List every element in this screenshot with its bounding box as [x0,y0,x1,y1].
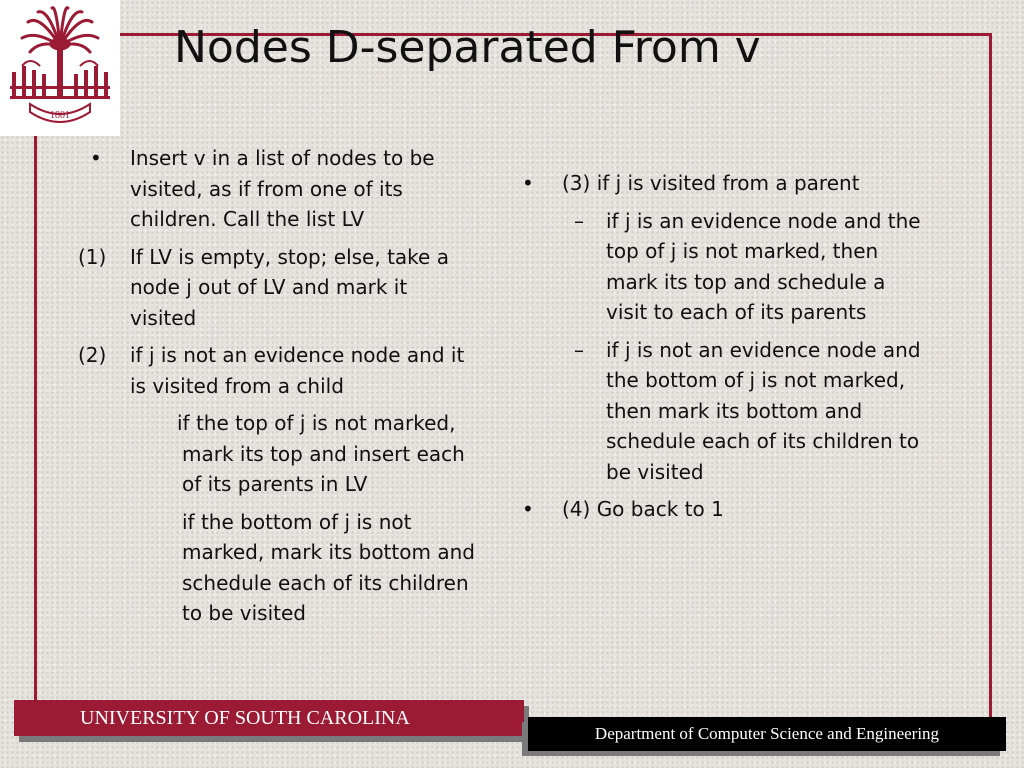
slide-title: Nodes D-separated From v [174,22,761,73]
dash-marker: – [574,337,584,362]
frame-left-line [34,136,37,702]
bullet-marker: • [522,497,534,521]
sub-list-item [182,507,478,629]
list-item-text: if the bottom of j is not marked, mark its bottom and schedule each of its children to be visited [182,509,475,625]
step-number: (1) [78,244,107,269]
list-item [522,494,922,525]
sub-list-item [177,408,478,500]
bullet-marker: • [90,146,102,170]
university-banner: UNIVERSITY OF SOUTH CAROLINA [14,700,524,736]
list-item-text: (4) Go back to 1 [562,497,724,521]
right-column [522,168,922,525]
step-number: (2) [78,343,107,367]
university-logo [0,0,120,136]
list-item-text: if j is not an evidence node and it is visited from a child [130,343,465,398]
list-item-text: (3) if j is visited from a parent [562,171,860,195]
list-item-text: if the top of j is not marked, mark its top and insert each of its parents in LV [177,411,465,496]
sub-list-item [574,335,922,488]
list-item-text: Insert v in a list of nodes to be visited, as if from one of its children. Call the list LV [130,146,435,231]
list-item-text: If LV is empty, stop; else, take a node j out of LV and mark it visited [130,244,449,330]
list-item [78,143,478,235]
frame-right-line [989,33,992,718]
list-item [78,340,478,401]
palmetto-tree-icon [0,0,120,136]
dash-marker: – [574,208,584,233]
list-item [78,242,478,334]
list-item-text: if j is an evidence node and the top of j is not marked, then mark its top and schedule a visit to each of its parents [606,208,921,324]
list-item-text: if j is not an evidence node and the bottom of j is not marked, then mark its bottom and schedule each of its children to be visited [606,337,921,484]
department-banner: Department of Computer Science and Engineering [528,717,1006,751]
list-item [522,168,922,199]
bullet-marker: • [522,171,534,195]
sub-list-item [574,206,922,328]
logo-year: 1801 [50,110,70,121]
left-column [78,143,478,629]
